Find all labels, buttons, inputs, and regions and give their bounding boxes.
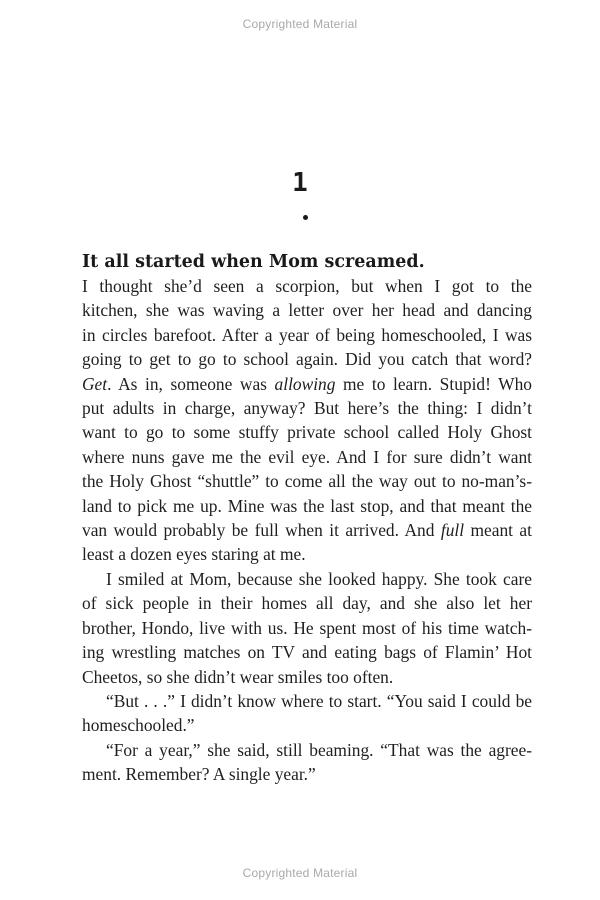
paragraph [82,274,532,567]
text-line [82,665,532,689]
text-run: going to get to go to school again. Did you catch that word? [82,349,532,370]
text-line [82,469,532,493]
text-line [82,347,532,371]
chapter-ornament-dot [303,215,308,220]
text-run: “But . . .” I didn’t know where to start. “You said I could be [106,690,532,711]
text-line [82,542,532,566]
text-run: least a dozen eyes staring at me. [82,544,306,565]
paragraph [82,567,532,689]
text-line [82,445,532,469]
text-line [82,713,532,737]
copyright-watermark-top: Copyrighted Material [242,17,358,31]
text-line [82,738,532,762]
text-run: put adults in charge, anyway? But here’s the thing: I didn’t [82,398,532,419]
text-run: “For a year,” she said, still beaming. “That was the agree- [106,739,532,760]
text-line [82,640,532,664]
paragraph [82,738,532,787]
text-run: of sick people in their homes all day, and she also let her [82,593,532,614]
text-run: I smiled at Mom, because she looked happy. She took care [106,568,532,589]
chapter-number: 1 [292,168,308,198]
text-run: . As in, someone was [107,373,275,394]
text-run: ing wrestling matches on TV and eating bags of Flamin’ Hot [82,642,532,663]
text-run: van would probably be full when it arrived. And [82,520,441,541]
text-line [82,420,532,444]
text-run: homeschooled.” [82,715,195,736]
text-run: land to pick me up. Mine was the last stop, and that meant the [82,495,532,516]
text-line [82,567,532,591]
text-line [82,494,532,518]
text-run: I thought she’d seen a scorpion, but when I got to the [82,276,532,296]
paragraph [82,689,532,738]
chapter-text [82,250,532,787]
opening-line: It all started when Mom screamed. [82,252,425,272]
italic-text: allowing [274,373,336,394]
text-line [82,591,532,615]
text-run: ment. Remember? A single year.” [82,764,316,785]
text-run: the Holy Ghost “shuttle” to come all the way out to no-man’s- [82,471,532,492]
text-run: meant at [464,520,532,541]
text-line [82,274,532,298]
text-line [82,518,532,542]
italic-text: Get [82,373,108,394]
text-run: in circles barefoot. After a year of being homeschooled, I was [82,324,532,345]
italic-text: full [440,520,465,541]
text-line [82,396,532,420]
text-run: Cheetos, so she didn’t wear smiles too often. [82,666,394,687]
body-text [82,274,532,787]
text-run: kitchen, she was waving a letter over her head and dancing [82,300,532,321]
copyright-watermark-bottom: Copyrighted Material [242,866,358,880]
text-run: me to learn. Stupid! Who [335,373,532,394]
text-line [82,616,532,640]
text-line [82,689,532,713]
text-run: where nuns gave me the evil eye. And I for sure didn’t want [82,446,532,467]
text-run: brother, Hondo, live with us. He spent most of his time watch- [82,617,532,638]
text-line [82,762,532,786]
text-line [82,372,532,396]
text-line [82,323,532,347]
text-run: want to go to some stuffy private school called Holy Ghost [82,422,532,443]
text-line [82,298,532,322]
